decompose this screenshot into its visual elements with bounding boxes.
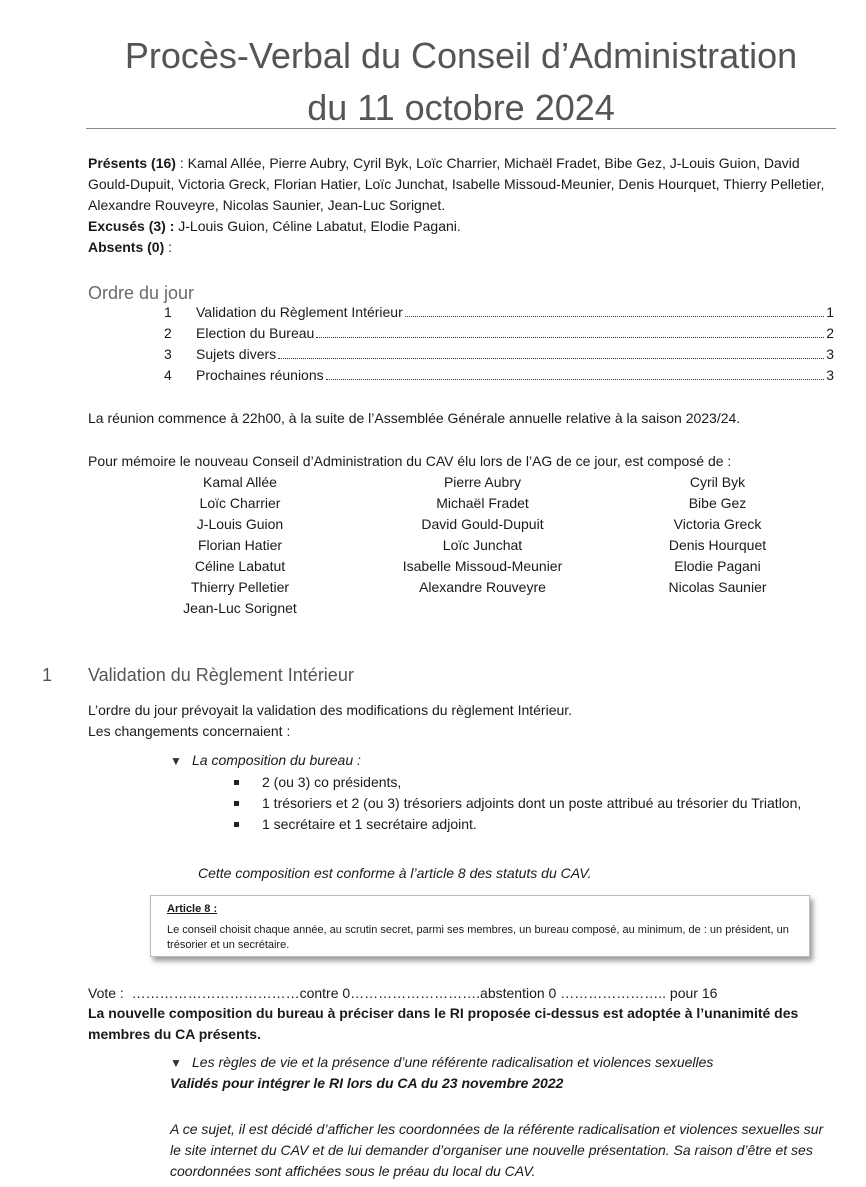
leader-dots [278, 358, 824, 359]
title-line-2: du 11 octobre 2024 [307, 87, 615, 128]
decision-note: A ce sujet, il est décidé d’afficher les coordonnées de la référente radicalisation et violences sexuelles sur le site internet du CAV et de lui demander d’organiser une nouvelle présentation. Sa raison d’être et ses coordonnées sont affichées sous le préau du local du CAV. [170, 1121, 824, 1179]
agenda-heading: Ordre du jour [88, 283, 195, 303]
rules-label: Les règles de vie et la présence d’une référente radicalisation et violences sexuelles [192, 1054, 714, 1070]
article-text: Le conseil choisit chaque année, au scrutin secret, parmi ses membres, un bureau composé, au minimum, de : un président, un trésorier et un secrétaire. [167, 924, 789, 951]
member-name: Alexandre Rouveyre [419, 579, 546, 595]
article-title: Article 8 : [167, 903, 218, 915]
member-name: Céline Labatut [194, 558, 286, 574]
meeting-start-text: La réunion commence à 22h00, à la suite de l’Assemblée Générale annuelle relative à la saison 2023/24. [88, 410, 741, 426]
list-item: 2 (ou 3) co présidents, [230, 772, 830, 793]
section-intro-line-1: L’ordre du jour prévoyait la validation des modifications du règlement Intérieur. [88, 702, 573, 718]
rules-validated: Validés pour intégrer le RI lors du CA du 23 novembre 2022 [170, 1075, 564, 1091]
agenda-item-number: 3 [164, 346, 172, 362]
agenda-item-label: Sujets divers [196, 346, 277, 362]
agenda-item-label: Prochaines réunions [196, 367, 324, 383]
board-members-grid [140, 472, 810, 619]
attendance-block [88, 153, 838, 258]
agenda-item-page: 2 [826, 325, 834, 341]
member-name: Loïc Junchat [442, 537, 523, 553]
member-name: Michaël Fradet [436, 495, 529, 511]
agenda-item-number: 4 [164, 367, 172, 383]
vote-line: Vote : ………………………………contre 0……………………….abstention 0 ………………….. pour 16 [88, 985, 718, 1001]
absent-label: Absents (0) [88, 239, 165, 255]
section-number: 1 [42, 665, 53, 685]
list-item: 1 secrétaire et 1 secrétaire adjoint. [230, 814, 830, 835]
agenda-item[interactable] [164, 346, 834, 367]
title-divider [86, 128, 836, 129]
leader-dots [316, 337, 824, 338]
member-name: Isabelle Missoud-Meunier [402, 558, 563, 574]
agenda-item-number: 2 [164, 325, 172, 341]
section-intro-line-2: Les changements concernaient : [88, 723, 291, 739]
member-name: Pierre Aubry [443, 474, 522, 490]
member-name: Elodie Pagani [674, 558, 761, 574]
leader-dots [405, 316, 824, 317]
excused-label: Excusés (3) : [88, 218, 175, 234]
member-name: Victoria Greck [673, 516, 762, 532]
list-item: 1 trésoriers et 2 (ou 3) trésoriers adjoints dont un poste attribué au trésorier du Triatlon, [230, 793, 830, 814]
article-8-excerpt [150, 895, 810, 957]
board-memo-text: Pour mémoire le nouveau Conseil d’Administration du CAV élu lors de l’AG de ce jour, est composé de : [88, 453, 732, 469]
present-label: Présents (16) [88, 155, 176, 171]
agenda-item-page: 3 [826, 346, 834, 362]
section-title: Validation du Règlement Intérieur [88, 665, 354, 685]
agenda-item-page: 1 [826, 304, 834, 320]
member-name: Jean-Luc Sorignet [183, 600, 297, 616]
leader-dots [326, 379, 824, 380]
excused-names: J-Louis Guion, Céline Labatut, Elodie Pagani. [174, 218, 461, 234]
member-name: Cyril Byk [689, 474, 746, 490]
agenda-item[interactable] [164, 304, 834, 325]
agenda-item-page: 3 [826, 367, 834, 383]
member-name: Denis Hourquet [668, 537, 767, 553]
agenda-item[interactable] [164, 325, 834, 346]
member-name: Kamal Allée [203, 474, 277, 490]
absent-names: : [164, 239, 173, 255]
member-name: Thierry Pelletier [190, 579, 290, 595]
page-title [86, 30, 836, 134]
member-name: Loïc Charrier [199, 495, 281, 511]
adoption-statement: La nouvelle composition du bureau à préciser dans le RI proposée ci-dessus est adoptée à l’unanimité des membres du CA présents. [88, 1005, 799, 1042]
member-name: Bibe Gez [688, 495, 747, 511]
title-line-1: Procès-Verbal du Conseil d’Administration [124, 35, 798, 76]
agenda-item-label: Election du Bureau [196, 325, 315, 341]
agenda-item-number: 1 [164, 304, 172, 320]
member-name: Nicolas Saunier [668, 579, 767, 595]
agenda-item[interactable] [164, 367, 834, 388]
arrow-down-icon: ▼ [170, 1056, 182, 1070]
composition-bullets [230, 772, 830, 835]
member-name: David Gould-Dupuit [421, 516, 544, 532]
present-names: : Kamal Allée, Pierre Aubry, Cyril Byk, Loïc Charrier, Michaël Fradet, Bibe Gez, J-Louis Guion, David Gould-Dupuit, Victoria Greck, Florian Hatier, Loïc Junchat, Isabelle Missoud-Meunier, Denis Hourquet, Thierry Pelletier, Alexandre Rouveyre, Nicolas Saunier, Jean-Luc Sorignet. [88, 155, 825, 213]
composition-item [170, 750, 810, 772]
member-name: J-Louis Guion [196, 516, 284, 532]
conformity-note: Cette composition est conforme à l’article 8 des statuts du CAV. [198, 865, 592, 881]
composition-label: La composition du bureau : [192, 752, 361, 768]
member-name: Florian Hatier [197, 537, 283, 553]
arrow-down-icon: ▼ [170, 754, 182, 768]
agenda-item-label: Validation du Règlement Intérieur [196, 304, 403, 320]
rules-item [170, 1052, 830, 1074]
agenda-list [164, 304, 834, 388]
